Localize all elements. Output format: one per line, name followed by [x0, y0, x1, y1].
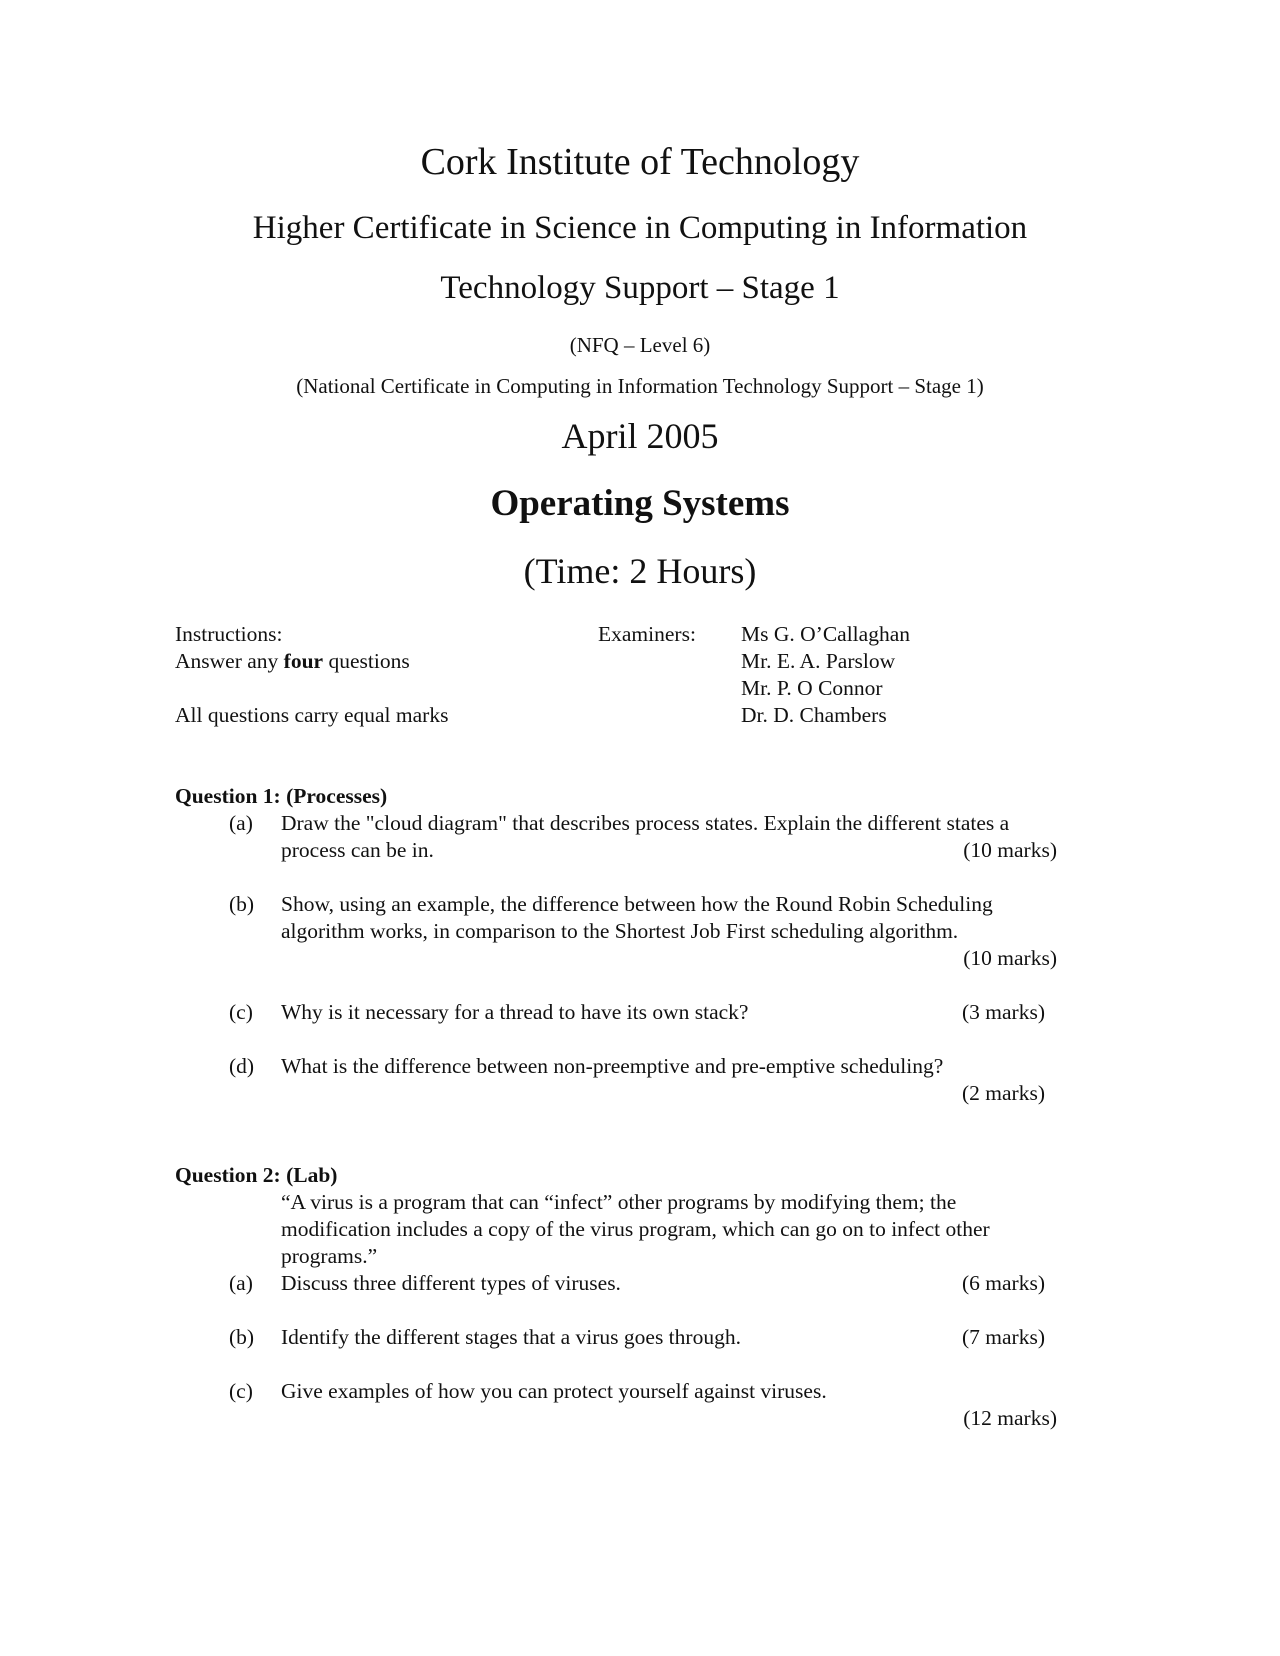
question2-quote-line: “A virus is a program that can “infect” other programs by modifying them; the	[281, 1190, 957, 1214]
examiner-name: Ms G. O’Callaghan	[741, 622, 910, 646]
national-certificate: (National Certificate in Computing in Information Technology Support – Stage 1)	[296, 374, 984, 398]
instructions-emphasis: four	[283, 649, 324, 673]
question-part-marks: (10 marks)	[963, 838, 1057, 862]
programme-title-line2: Technology Support – Stage 1	[440, 270, 840, 306]
question2-quote-line: modification includes a copy of the virus program, which can go on to infect other	[281, 1217, 990, 1241]
question-part-marks: (10 marks)	[963, 946, 1057, 970]
instructions-line1	[175, 648, 410, 675]
question-part-marks: (3 marks)	[962, 1000, 1045, 1024]
question1-title: Question 1: (Processes)	[175, 784, 388, 808]
question-part-marks: (12 marks)	[963, 1406, 1057, 1430]
question-part-text: Give examples of how you can protect yourself against viruses.	[281, 1379, 827, 1403]
question-part-text: Discuss three different types of viruses.	[281, 1271, 621, 1295]
question-part-text: process can be in.	[281, 838, 434, 862]
examiners-label: Examiners:	[598, 622, 696, 646]
question-part-text: Draw the "cloud diagram" that describes process states. Explain the different states a	[281, 811, 1010, 835]
question-part-marks: (6 marks)	[962, 1271, 1045, 1295]
question-part-label: (a)	[229, 1271, 253, 1295]
exam-date: April 2005	[561, 416, 719, 456]
question-part-label: (d)	[229, 1054, 255, 1078]
question-part-label: (b)	[229, 1325, 255, 1349]
question-part-text: What is the difference between non-preemptive and pre-emptive scheduling?	[281, 1054, 944, 1078]
nfq-level: (NFQ – Level 6)	[569, 333, 711, 357]
question-part-label: (b)	[229, 892, 255, 916]
examiner-name: Mr. P. O Connor	[741, 676, 883, 700]
examiner-name: Mr. E. A. Parslow	[741, 649, 896, 673]
programme-title-line1: Higher Certificate in Science in Computing in Information	[252, 210, 1028, 246]
instructions-prefix: Answer any	[175, 649, 284, 673]
question-part-marks: (7 marks)	[962, 1325, 1045, 1349]
question-part-text: Why is it necessary for a thread to have its own stack?	[281, 1000, 749, 1024]
question-part-marks: (2 marks)	[962, 1081, 1045, 1105]
question-part-label: (c)	[229, 1000, 253, 1024]
instructions-line2: All questions carry equal marks	[175, 703, 449, 727]
instructions-suffix: questions	[323, 649, 410, 673]
exam-duration: (Time: 2 Hours)	[523, 551, 757, 591]
question-part-text: Identify the different stages that a virus goes through.	[281, 1325, 741, 1349]
subject-title: Operating Systems	[490, 483, 790, 524]
question-part-label: (c)	[229, 1379, 253, 1403]
question-part-text: algorithm works, in comparison to the Shortest Job First scheduling algorithm.	[281, 919, 959, 943]
institution-title: Cork Institute of Technology	[420, 141, 860, 183]
question-part-label: (a)	[229, 811, 253, 835]
question2-quote-line: programs.”	[281, 1244, 378, 1268]
examiner-name: Dr. D. Chambers	[741, 703, 887, 727]
question-part-text: Show, using an example, the difference between how the Round Robin Scheduling	[281, 892, 993, 916]
instructions-label: Instructions:	[175, 622, 283, 646]
question2-title: Question 2: (Lab)	[175, 1163, 338, 1187]
